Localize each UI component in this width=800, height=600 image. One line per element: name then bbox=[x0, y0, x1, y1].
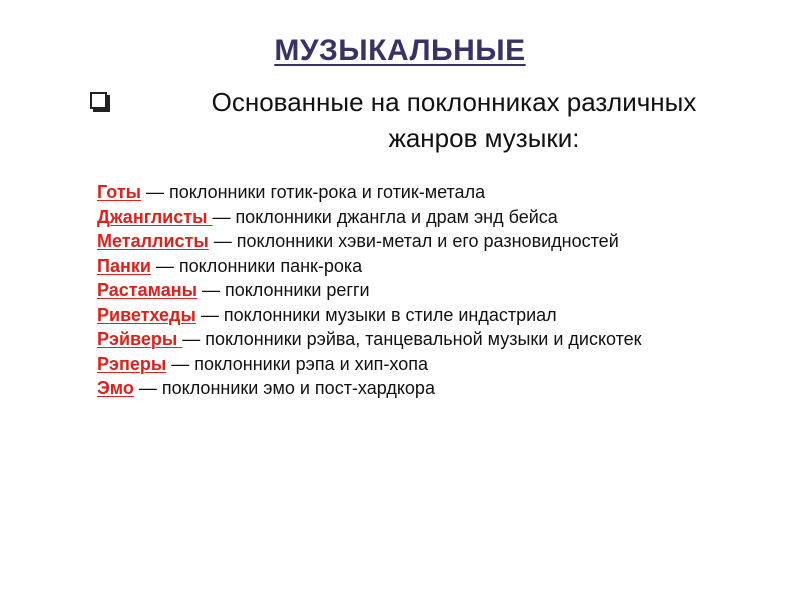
term-link[interactable]: Металлисты bbox=[97, 231, 209, 251]
list-item bbox=[97, 327, 737, 352]
term-description: — поклонники музыки в стиле индастриал bbox=[195, 304, 557, 325]
term-description: — поклонники джангла и драм энд бейса bbox=[212, 206, 558, 227]
list-item bbox=[97, 376, 737, 401]
term-description: — поклонники панк-рока bbox=[150, 255, 363, 276]
list-item bbox=[97, 229, 737, 254]
checkbox-square-icon bbox=[90, 92, 107, 109]
list-item bbox=[97, 278, 737, 303]
term-description: — поклонники регги bbox=[196, 280, 370, 300]
list-item bbox=[97, 180, 737, 205]
term-link[interactable]: Панки bbox=[97, 255, 151, 276]
term-link[interactable]: Риветхеды bbox=[97, 304, 196, 325]
term-description: — поклонники хэви-метал и его разновидностей bbox=[208, 231, 619, 251]
bullet-text-line-1: Основанные на поклонниках различных bbox=[211, 87, 697, 117]
term-description: — поклонники рэйва, танцевальной музыки и дискотек bbox=[182, 329, 642, 349]
term-description: — поклонники готик-рока и готик-метала bbox=[141, 182, 486, 202]
term-link[interactable]: Джанглисты bbox=[97, 206, 213, 227]
bullet-text bbox=[124, 84, 784, 156]
bullet-text-line-2: жанров музыки: bbox=[388, 123, 580, 153]
term-description: — поклонники эмо и пост-хардкора bbox=[133, 378, 435, 398]
term-link[interactable]: Готы bbox=[97, 182, 142, 202]
term-link[interactable]: Рэйверы bbox=[97, 329, 183, 349]
slide-title: МУЗЫКАЛЬНЫЕ bbox=[274, 34, 526, 67]
list-item bbox=[97, 303, 737, 328]
term-description: — поклонники рэпа и хип-хопа bbox=[166, 353, 428, 374]
term-link[interactable]: Эмо bbox=[97, 378, 134, 398]
genre-list bbox=[97, 180, 737, 401]
term-link[interactable]: Растаманы bbox=[97, 280, 197, 300]
list-item bbox=[97, 254, 737, 279]
term-link[interactable]: Рэперы bbox=[97, 353, 167, 374]
list-item bbox=[97, 352, 737, 377]
list-item bbox=[97, 205, 737, 230]
